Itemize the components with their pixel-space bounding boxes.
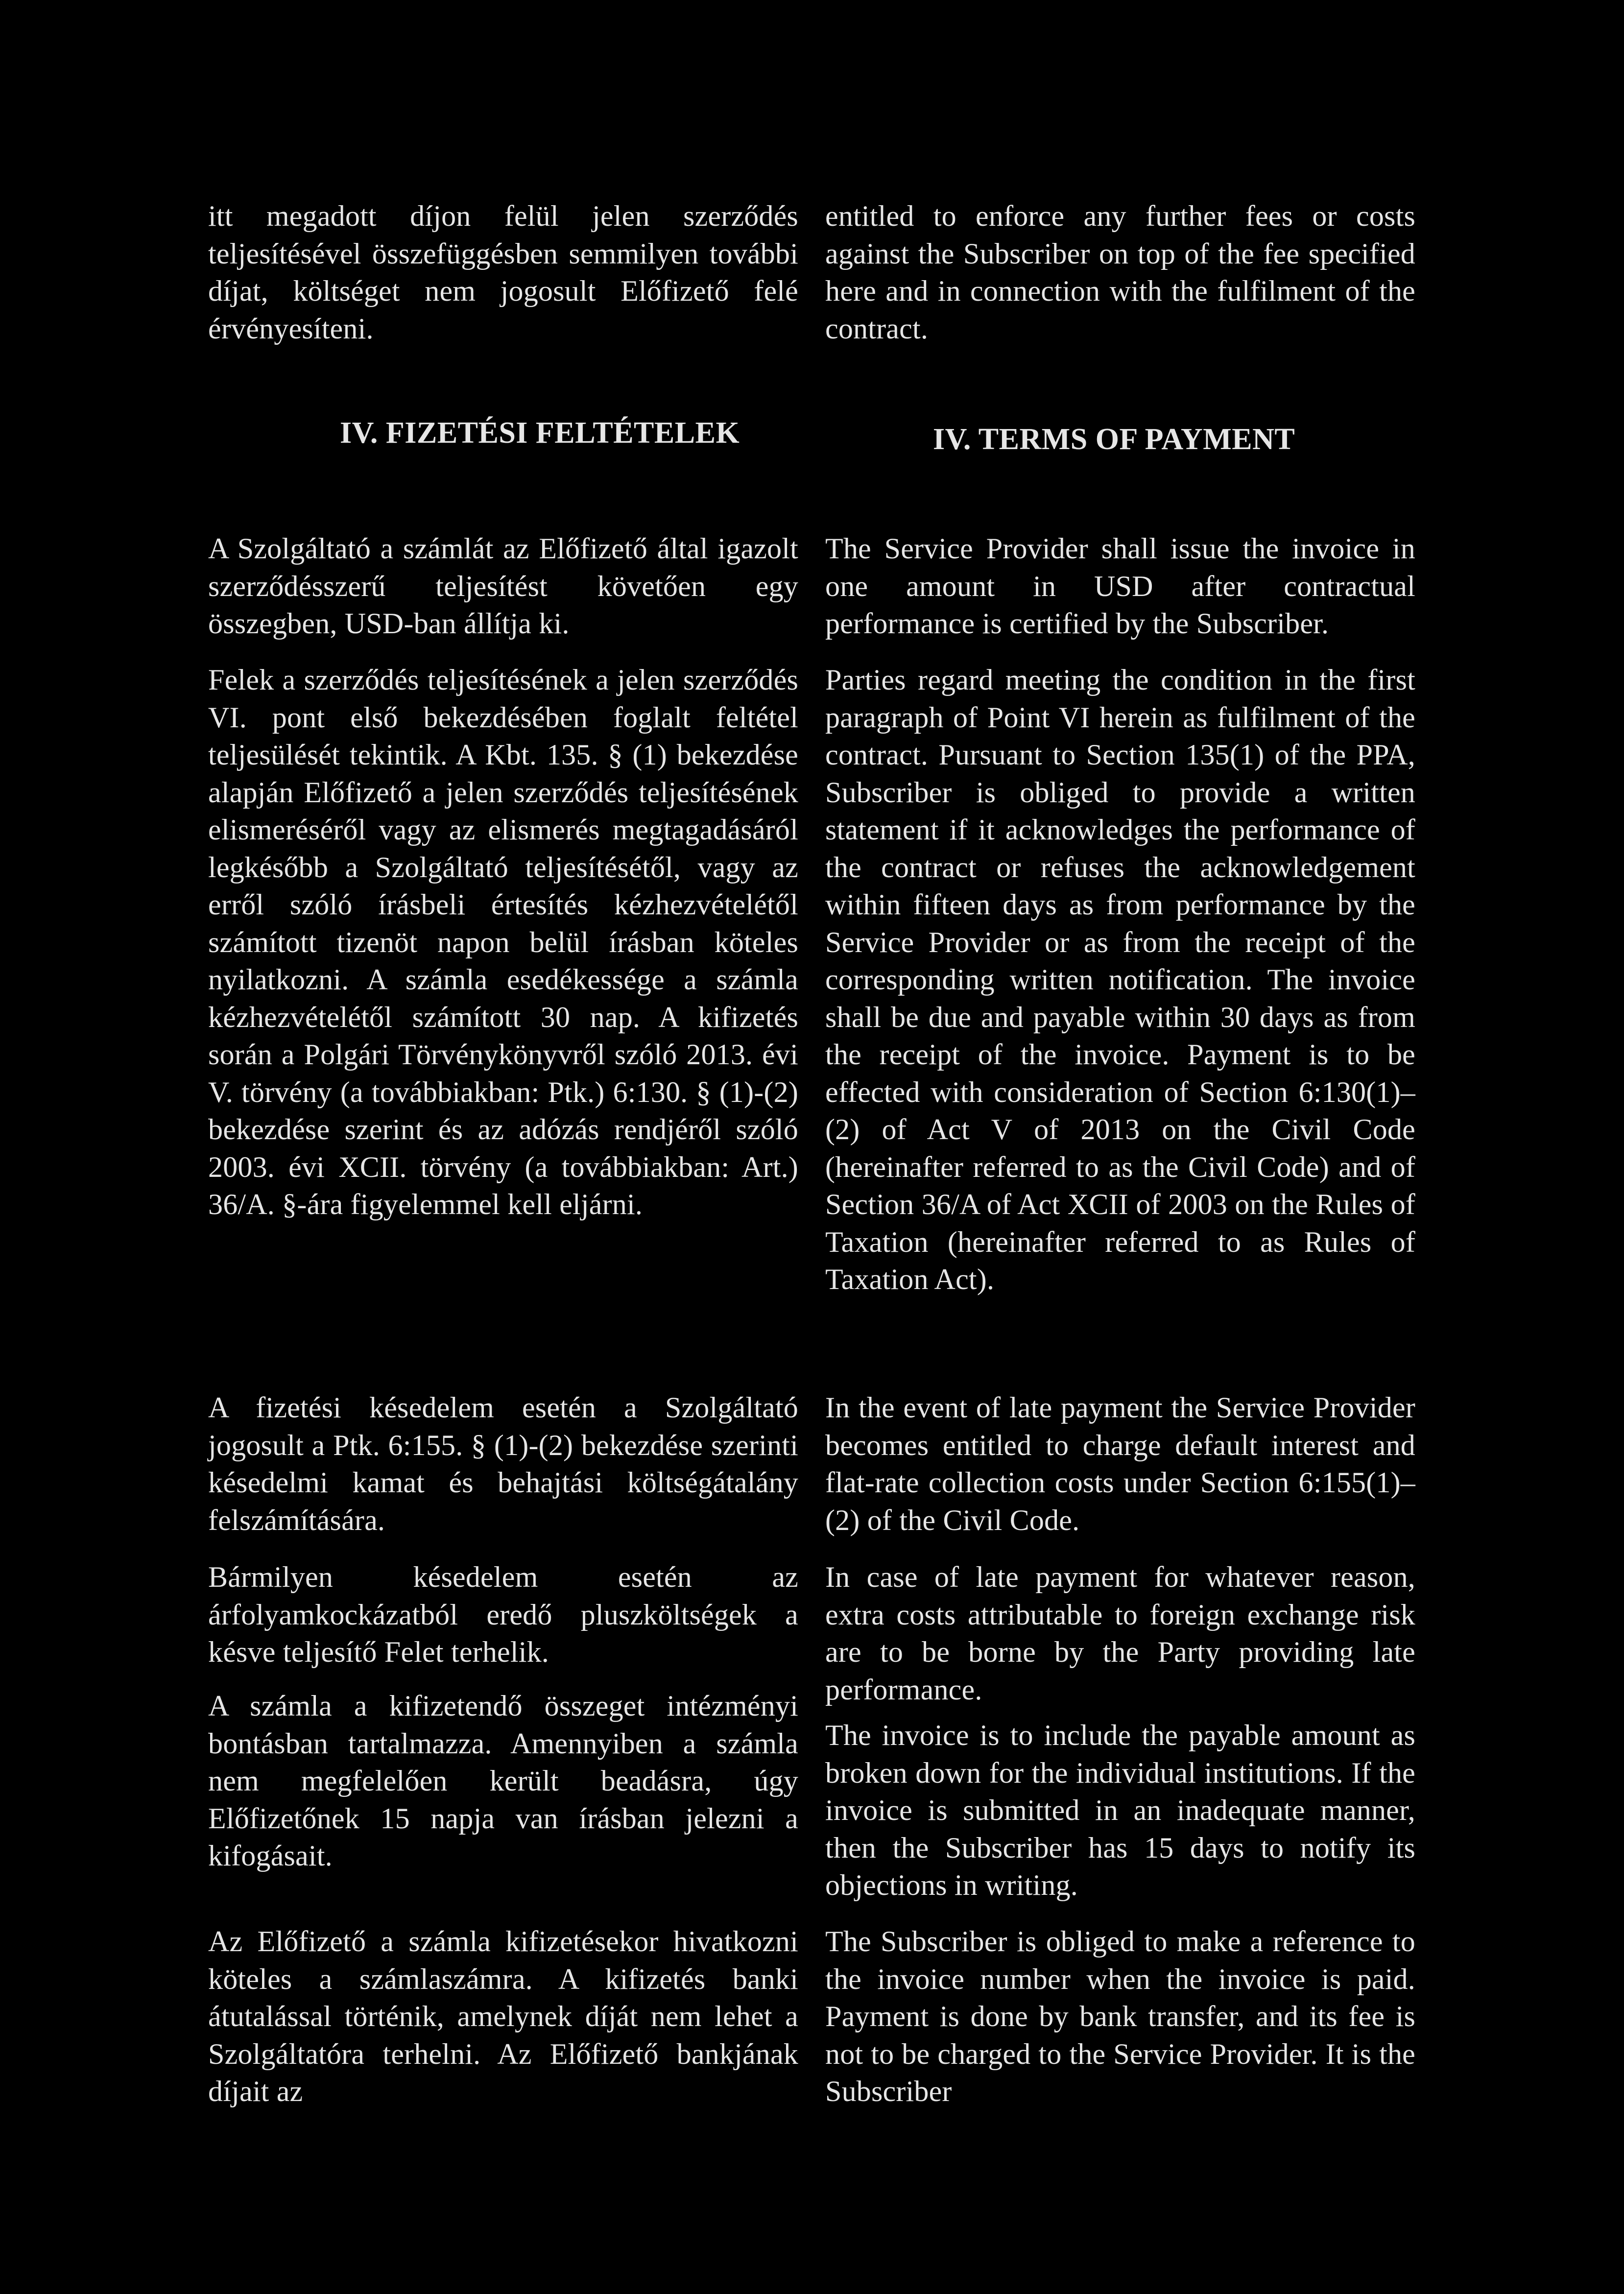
en-section-heading: IV. TERMS OF PAYMENT	[933, 423, 1295, 456]
en-paragraph-late-payment: In the event of late payment the Service Provider becomes entitled to charge default interest and flat-rate collection costs under Section 6:155(1)–(2) of the Civil Code.	[825, 1391, 1415, 1536]
hu-paragraph-invoice-breakdown: A számla a kifizetendő összeget intézményi bontásban tartalmazza. Amennyiben a számla nem megfelelően került beadásra, úgy Előfizetőnek 15 napja van írásban jelezni a kifogásait.	[208, 1690, 798, 1872]
en-paragraph-performance: Parties regard meeting the condition in the first paragraph of Point VI herein as fulfilment of the contract. Pursuant to Section 135(1) of the PPA, Subscriber is obliged to provide a written statement if it acknowledges the performance of the contract or refuses the acknowledgement within fifteen days as from performance by the Service Provider or as from the receipt of the corresponding written notification. The invoice shall be due and payable within 30 days as from the receipt of the invoice. Payment is to be effected with consideration of Section 6:130(1)–(2) of Act V of 2013 on the Civil Code (hereinafter referred to as the Civil Code) and of Section 36/A of Act XCII of 2003 on the Rules of Taxation (hereinafter referred to as Rules of Taxation Act).	[825, 664, 1415, 1295]
hu-paragraph-performance: Felek a szerződés teljesítésének a jelen szerződés VI. pont első bekezdésében foglalt feltétel teljesülését tekintik. A Kbt. 135. § (1) bekezdése alapján Előfizető a jelen szerződés teljesítésének elismeréséről vagy az elismerés megtagadásáról legkésőbb a Szolgáltató teljesítésétől, vagy az erről szóló írásbeli értesítés kézhezvételétől számított tizenöt napon belül írásban köteles nyilatkozni. A számla esedékessége a számla kézhezvételétől számított 30 nap. A kifizetés során a Polgári Törvénykönyvről szóló 2013. évi V. törvény (a továbbiakban: Ptk.) 6:130. § (1)-(2) bekezdése szerint és az adózás rendjéről szóló 2003. évi XCII. törvény (a továbbiakban: Art.) 36/A. §-ára figyelemmel kell eljárni.	[208, 664, 798, 1220]
hu-paragraph-exchange-risk: Bármilyen késedelem esetén az árfolyamkockázatból eredő pluszköltségek a késve teljesítő Felet terhelik.	[208, 1561, 798, 1668]
hu-paragraph-invoice-number: Az Előfizető a számla kifizetésekor hivatkozni köteles a számlaszámra. A kifizetés banki átutalással történik, amelynek díját nem lehet a Szolgáltatóra terhelni. Az Előfizető bankjának díjait az	[208, 1925, 798, 2107]
en-paragraph-invoice-number: The Subscriber is obliged to make a reference to the invoice number when the invoice is paid. Payment is done by bank transfer, and its fee is not to be charged to the Service Provider. It is the Subscriber	[825, 1925, 1415, 2107]
en-paragraph-exchange-risk: In case of late payment for whatever reason, extra costs attributable to foreign exchange risk are to be borne by the Party providing late performance.	[825, 1561, 1415, 1706]
en-paragraph-invoice-breakdown: The invoice is to include the payable amount as broken down for the individual institutions. If the invoice is submitted in an inadequate manner, then the Subscriber has 15 days to notify its objections in writing.	[825, 1719, 1415, 1901]
en-paragraph-invoice: The Service Provider shall issue the invoice in one amount in USD after contractual performance is certified by the Subscriber.	[825, 532, 1415, 640]
hu-section-heading: IV. FIZETÉSI FELTÉTELEK	[340, 416, 740, 450]
hu-paragraph-invoice: A Szolgáltató a számlát az Előfizető által igazolt szerződésszerű teljesítést követően egy összegben, USD-ban állítja ki.	[208, 532, 798, 640]
hu-paragraph-late-payment: A fizetési késedelem esetén a Szolgáltató jogosult a Ptk. 6:155. § (1)-(2) bekezdése szerinti késedelmi kamat és behajtási költségátalány felszámítására.	[208, 1391, 798, 1536]
hu-intro-paragraph: itt megadott díjon felül jelen szerződés teljesítésével összefüggésben semmilyen további díjat, költséget nem jogosult Előfizető felé érvényesíteni.	[208, 200, 798, 345]
en-intro-paragraph: entitled to enforce any further fees or costs against the Subscriber on top of the fee specified here and in connection with the fulfilment of the contract.	[825, 200, 1415, 345]
